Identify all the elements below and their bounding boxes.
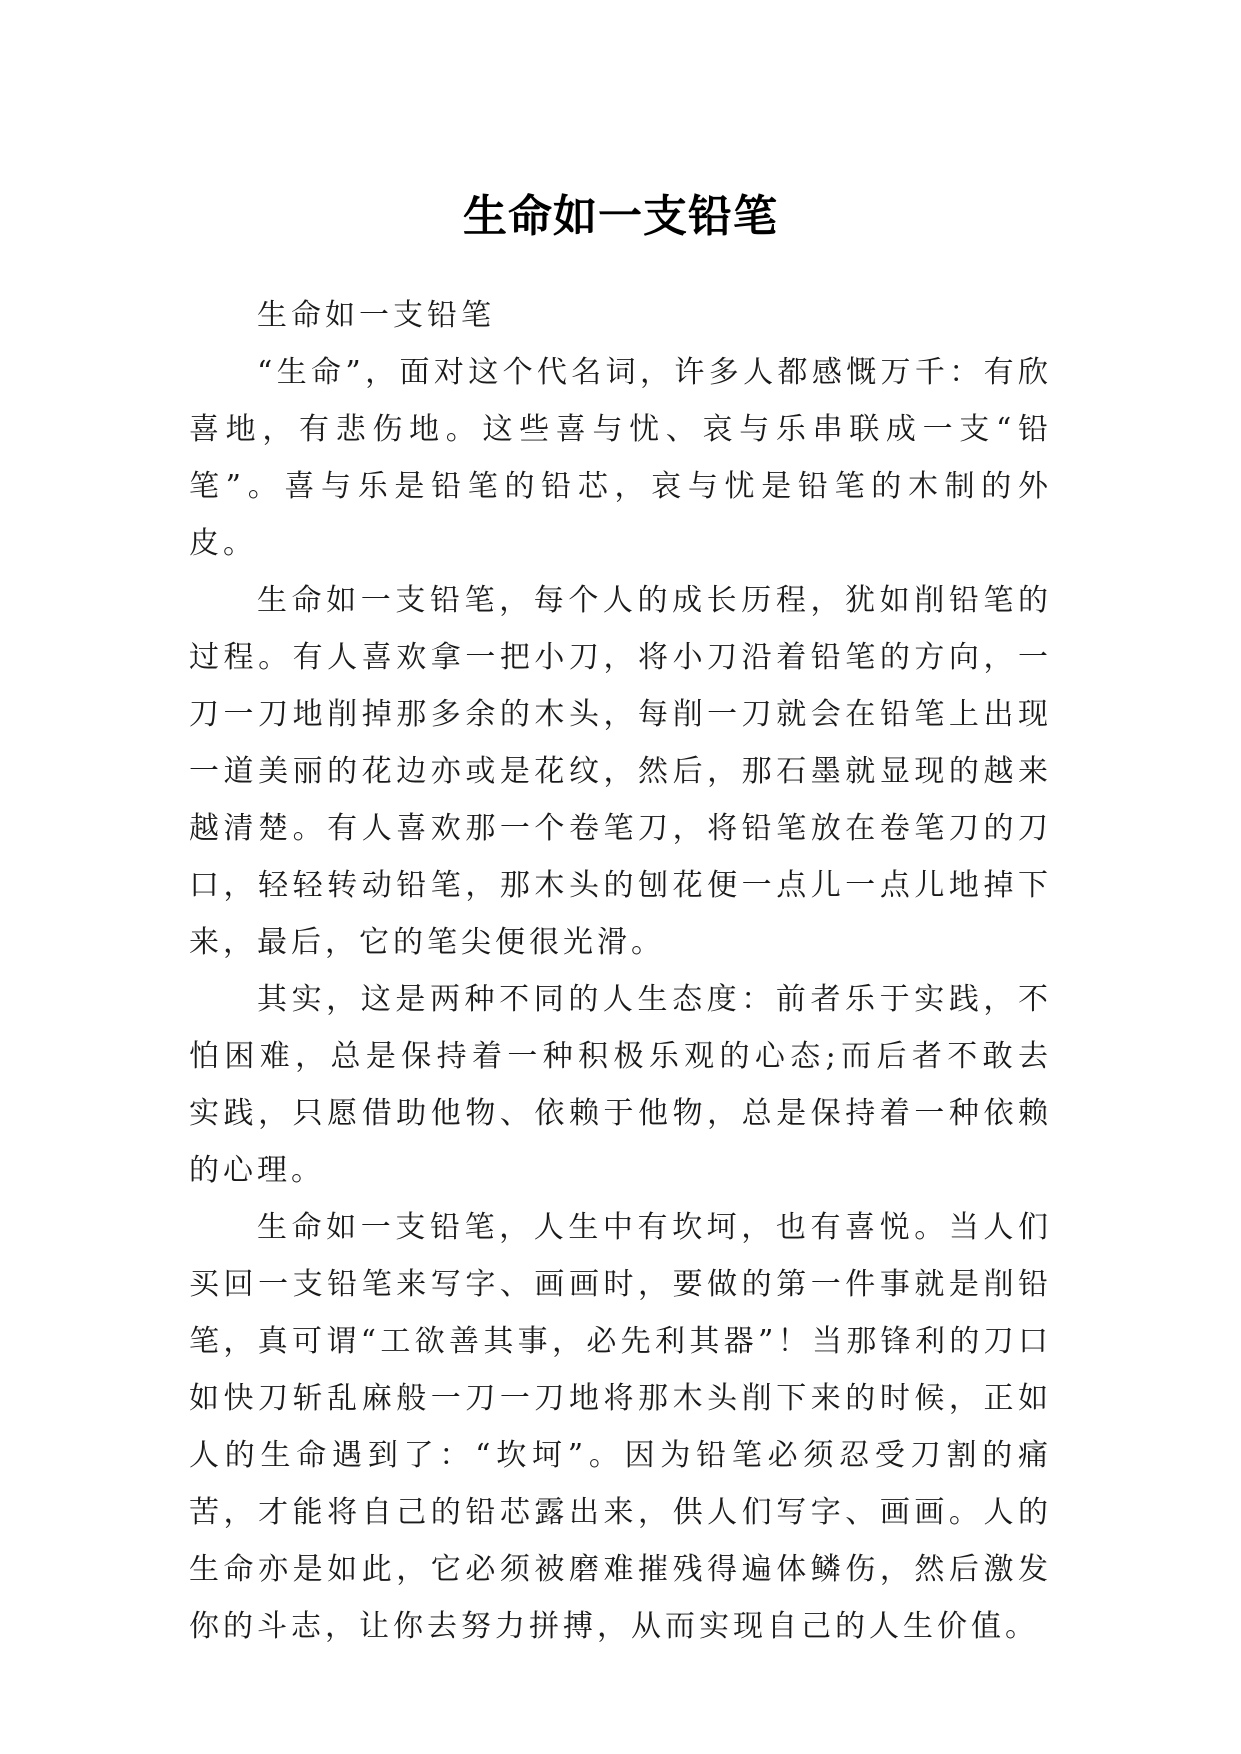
paragraph: 生命如一支铅笔，人生中有坎坷，也有喜悦。当人们买回一支铅笔来写字、画画时，要做的第一件事就是削铅笔，真可谓“工欲善其事，必先利其器”！当那锋利的刀口如快刀斩乱麻般一刀一刀地将那木头削下来的时候，正如人的生命遇到了：“坎坷”。因为铅笔必须忍受刀割的痛苦，才能将自己的铅芯露出来，供人们写字、画画。人的生命亦是如此，它必须被磨难摧残得遍体鳞伤，然后激发你的斗志，让你去努力拼搏，从而实现自己的人生价值。	[189, 1210, 1052, 1644]
page-title: 生命如一支铅笔	[463, 191, 778, 243]
paragraph: 生命如一支铅笔，每个人的成长历程，犹如削铅笔的过程。有人喜欢拿一把小刀，将小刀沿着铅笔的方向，一刀一刀地削掉那多余的木头，每削一刀就会在铅笔上出现一道美丽的花边亦或是花纹，然后，那石墨就显现的越来越清楚。有人喜欢那一个卷笔刀，将铅笔放在卷笔刀的刀口，轻轻转动铅笔，那木头的刨花便一点儿一点儿地掉下来，最后，它的笔尖便很光滑。	[189, 583, 1052, 960]
paragraph: 其实，这是两种不同的人生态度：前者乐于实践，不怕困难，总是保持着一种积极乐观的心态;而后者不敢去实践，只愿借助他物、依赖于他物，总是保持着一种依赖的心理。	[189, 982, 1052, 1188]
paragraph: “生命”，面对这个代名词，许多人都感慨万千：有欣喜地，有悲伤地。这些喜与忧、哀与乐串联成一支“铅笔”。喜与乐是铅笔的铅芯，哀与忧是铅笔的木制的外皮。	[189, 355, 1052, 561]
article-body	[189, 287, 1052, 1655]
paragraph-subtitle: 生命如一支铅笔	[257, 298, 495, 333]
